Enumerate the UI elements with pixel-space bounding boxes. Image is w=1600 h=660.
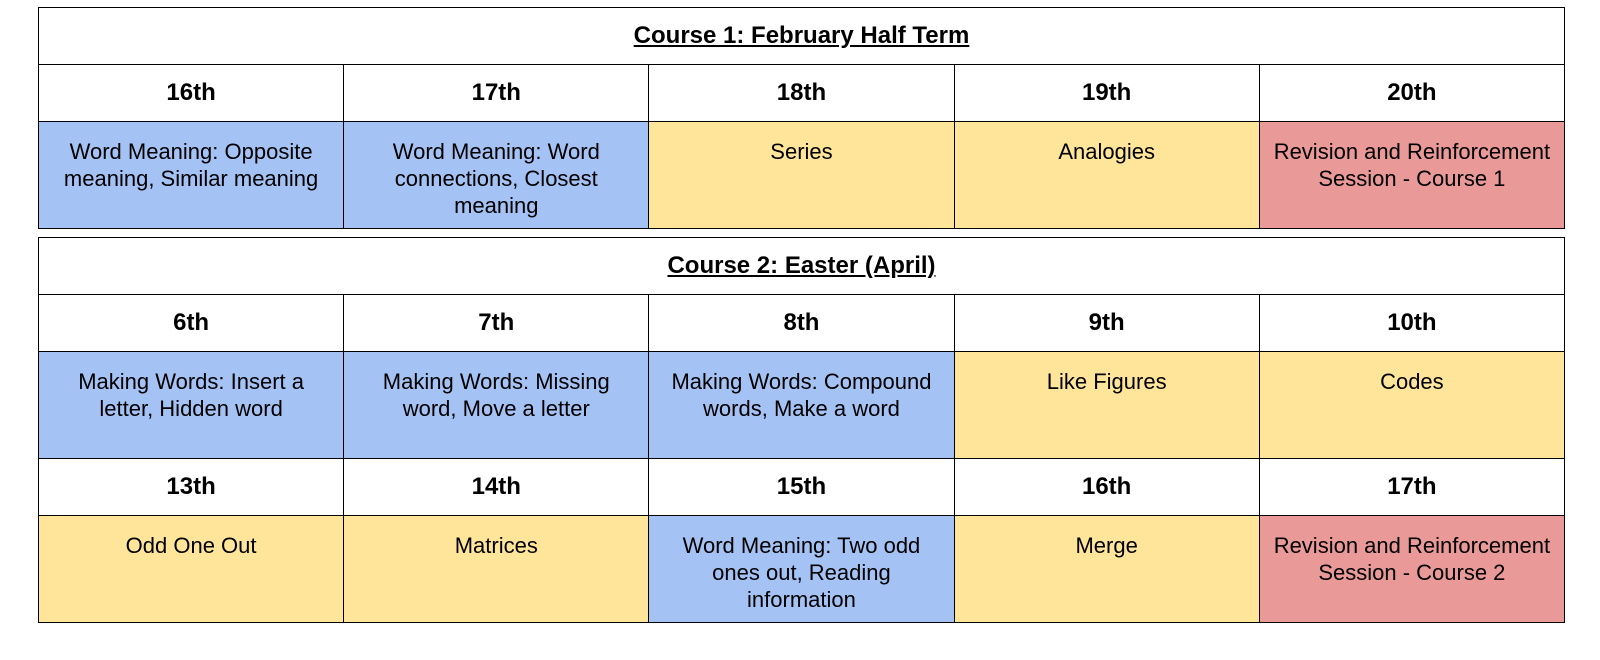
topic-cell: Codes <box>1259 352 1564 459</box>
course-1-title-cell <box>39 8 1565 65</box>
topic-cell: Word Meaning: Opposite meaning, Similar meaning <box>39 122 344 229</box>
topic-cell: Revision and Reinforcement Session - Course 2 <box>1259 516 1564 623</box>
day-cell: 10th <box>1259 295 1564 352</box>
day-cell: 6th <box>39 295 344 352</box>
topic-cell: Making Words: Compound words, Make a word <box>649 352 954 459</box>
topic-cell: Word Meaning: Word connections, Closest meaning <box>344 122 649 229</box>
day-cell: 9th <box>954 295 1259 352</box>
course-1-days-row <box>39 65 1565 122</box>
day-cell: 17th <box>344 65 649 122</box>
topic-cell: Matrices <box>344 516 649 623</box>
course-2-week-2-days-row <box>39 459 1565 516</box>
course-1-table <box>38 7 1565 229</box>
topic-cell: Making Words: Missing word, Move a letter <box>344 352 649 459</box>
course-2-week-2-topics-row <box>39 516 1565 623</box>
topic-cell: Word Meaning: Two odd ones out, Reading information <box>649 516 954 623</box>
day-cell: 7th <box>344 295 649 352</box>
day-cell: 18th <box>649 65 954 122</box>
topic-cell: Series <box>649 122 954 229</box>
day-cell: 19th <box>954 65 1259 122</box>
topic-cell: Like Figures <box>954 352 1259 459</box>
day-cell: 17th <box>1259 459 1564 516</box>
topic-cell: Revision and Reinforcement Session - Course 1 <box>1259 122 1564 229</box>
day-cell: 16th <box>954 459 1259 516</box>
topic-cell: Odd One Out <box>39 516 344 623</box>
day-cell: 16th <box>39 65 344 122</box>
course-1-title: Course 1: February Half Term <box>633 22 970 49</box>
day-cell: 8th <box>649 295 954 352</box>
course-2-title: Course 2: Easter (April) <box>667 252 936 279</box>
day-cell: 20th <box>1259 65 1564 122</box>
day-cell: 13th <box>39 459 344 516</box>
course-2-table <box>38 237 1565 623</box>
course-1-topics-row <box>39 122 1565 229</box>
topic-cell: Merge <box>954 516 1259 623</box>
topic-cell: Analogies <box>954 122 1259 229</box>
day-cell: 15th <box>649 459 954 516</box>
course-2-title-cell <box>39 238 1565 295</box>
course-2-week-1-days-row <box>39 295 1565 352</box>
day-cell: 14th <box>344 459 649 516</box>
course-2-week-1-topics-row <box>39 352 1565 459</box>
topic-cell: Making Words: Insert a letter, Hidden word <box>39 352 344 459</box>
